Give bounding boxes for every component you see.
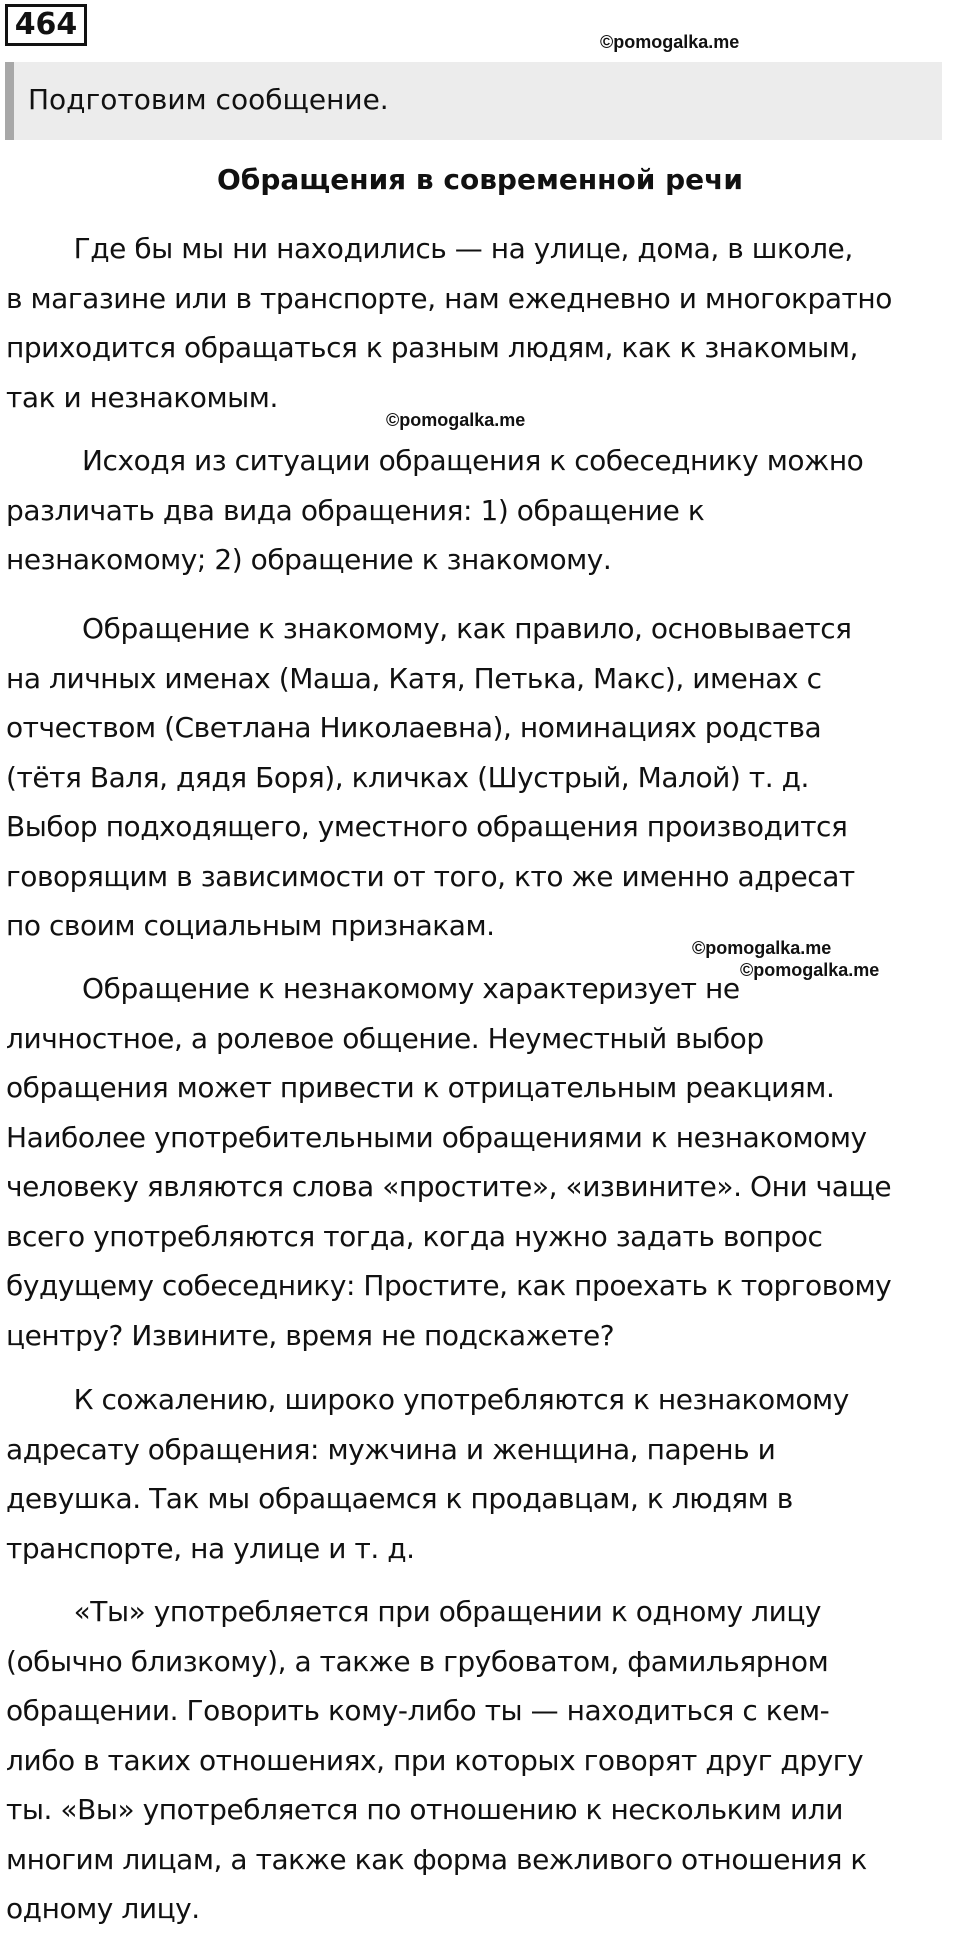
text-line: на личных именах (Маша, Катя, Петька, Макс), именах с — [6, 661, 822, 695]
text-line: Исходя из ситуации обращения к собеседнику можно — [6, 444, 864, 477]
text-line: в магазине или в транспорте, нам ежедневно и многократно — [6, 281, 892, 315]
paragraph-5 — [6, 1375, 954, 1573]
paragraph-2 — [6, 436, 954, 585]
text-line: (тётя Валя, дядя Боря), кличках (Шустрый, Малой) т. д. — [6, 760, 809, 794]
text-line: Где бы мы ни находились — на улице, дома, в школе, — [6, 232, 853, 265]
watermark: ©pomogalka.me — [600, 32, 740, 52]
text-line: адресату обращения: мужчина и женщина, парень и — [6, 1432, 776, 1466]
paragraph-4 — [6, 964, 954, 1360]
text-line: говорящим в зависимости от того, кто же именно адресат — [6, 859, 855, 893]
text-line: одному лицу. — [6, 1892, 200, 1925]
text-line: обращении. Говорить кому-либо ты — находиться с кем- — [6, 1694, 830, 1727]
task-number: 464 — [5, 4, 87, 46]
text-line: приходится обращаться к разным людям, как к знакомым, — [6, 331, 858, 364]
text-line: ты. «Вы» употребляется по отношению к нескольким или — [6, 1793, 843, 1826]
text-line: так и незнакомым. — [6, 380, 278, 414]
task-banner — [5, 62, 942, 140]
paragraph-3 — [6, 604, 954, 951]
watermark: ©pomogalka.me — [386, 410, 526, 430]
watermark: ©pomogalka.me — [740, 960, 880, 980]
text-line: всего употребляются тогда, когда нужно задать вопрос — [6, 1219, 823, 1253]
text-line: по своим социальным признакам. — [6, 909, 495, 942]
watermark: ©pomogalka.me — [692, 938, 832, 958]
text-line: многим лицам, а также как форма вежливого отношения к — [6, 1842, 867, 1876]
text-line: (обычно близкому), а также в грубоватом, фамильярном — [6, 1644, 829, 1678]
essay-title: Обращения в современной речи — [216, 163, 744, 196]
text-line: личностное, а ролевое общение. Неуместный выбор — [6, 1021, 764, 1055]
paragraph-1 — [6, 224, 954, 422]
text-line: либо в таких отношениях, при которых говорят друг другу — [6, 1743, 864, 1777]
text-line: отчеством (Светлана Николаевна), номинациях родства — [6, 711, 822, 744]
text-line: обращения может привести к отрицательным реакциям. — [6, 1071, 835, 1104]
text-line: транспорте, на улице и т. д. — [6, 1531, 415, 1565]
text-line: будущему собеседнику: Простите, как проехать к торговому — [6, 1269, 892, 1302]
text-line: различать два вида обращения: 1) обращение к — [6, 493, 705, 527]
text-line: Наиболее употребительными обращениями к незнакомому — [6, 1120, 867, 1154]
text-line: центру? Извините, время не подскажете? — [6, 1318, 615, 1352]
text-line: Выбор подходящего, уместного обращения производится — [6, 810, 848, 843]
paragraph-6 — [6, 1587, 954, 1934]
text-line: незнакомому; 2) обращение к знакомому. — [6, 543, 612, 576]
text-line: девушка. Так мы обращаемся к продавцам, к людям в — [6, 1482, 793, 1515]
text-line: К сожалению, широко употребляются к незнакомому — [6, 1383, 849, 1416]
text-line: Обращение к незнакомому характеризует не — [6, 972, 740, 1005]
text-line: «Ты» употребляется при обращении к одному лицу — [6, 1595, 822, 1628]
banner-text: Подготовим сообщение. — [28, 83, 389, 116]
text-line: Обращение к знакомому, как правило, основывается — [6, 612, 852, 645]
text-line: человеку являются слова «простите», «извините». Они чаще — [6, 1170, 892, 1203]
